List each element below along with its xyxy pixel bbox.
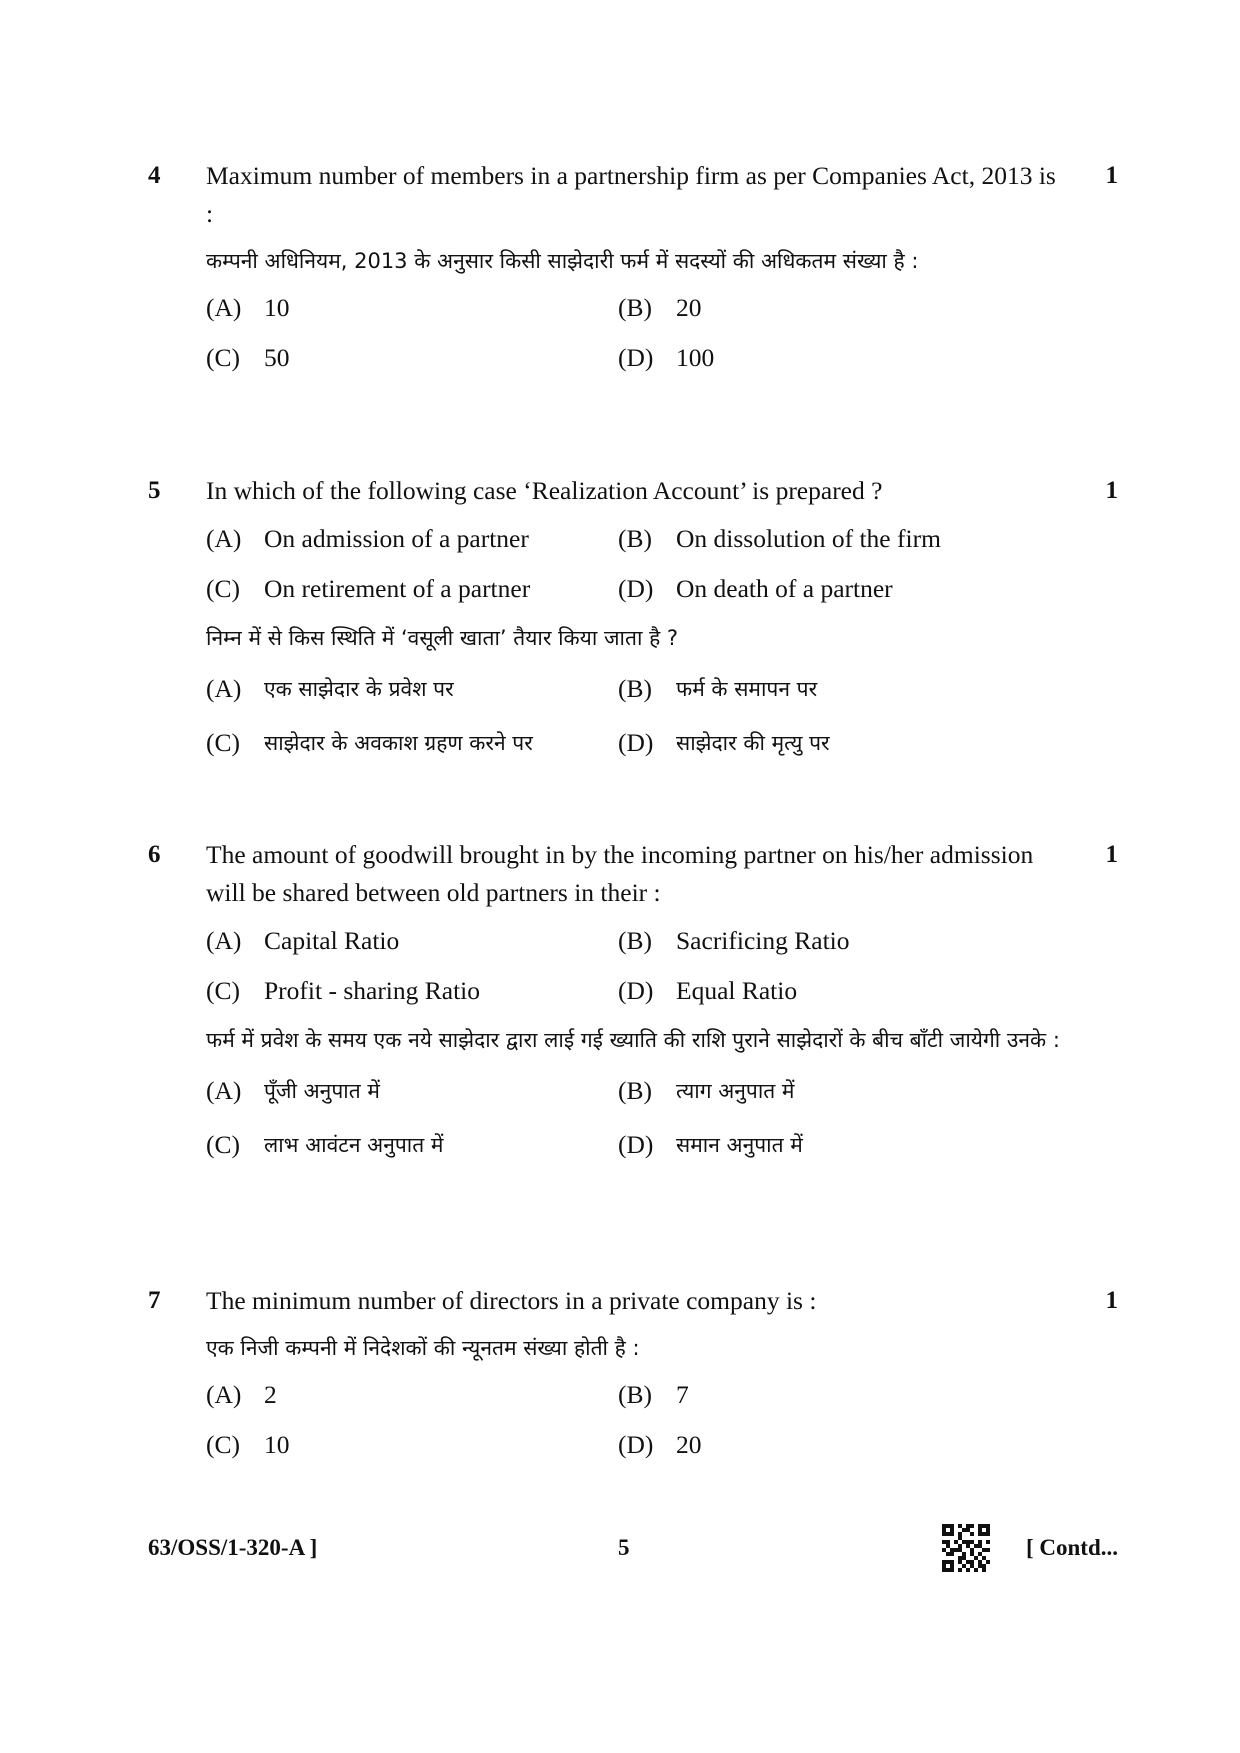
- option-d: (D) On death of a partner: [618, 574, 893, 603]
- option-d: (D) साझेदार की मृत्यु पर: [618, 728, 830, 757]
- question-marks: 1: [1105, 841, 1118, 868]
- page-number: 5: [618, 1535, 630, 1560]
- question-stem-english: Maximum number of members in a partnership firm as per Companies Act, 2013 is :: [206, 161, 1056, 228]
- option-d: (D) 100: [618, 343, 715, 372]
- option-a: (A) पूँजी अनुपात में: [206, 1076, 380, 1105]
- options-grid: [206, 283, 1118, 383]
- question-stem-hindi: एक निजी कम्पनी में निदेशकों की न्यूनतम संख्या होती है :: [206, 1336, 640, 1360]
- option-c: (C) Profit - sharing Ratio: [206, 976, 481, 1005]
- options-grid-hindi: [206, 1064, 1118, 1172]
- option-d: (D) 20: [618, 1430, 702, 1459]
- continued-label: [ Contd...: [1025, 1535, 1118, 1560]
- question-6: [148, 836, 1118, 1172]
- option-a: (A) एक साझेदार के प्रवेश पर: [206, 674, 454, 703]
- paper-code: 63/OSS/1-320-A ]: [148, 1535, 318, 1560]
- option-d: (D) Equal Ratio: [618, 976, 798, 1005]
- option-b: (B) 7: [618, 1380, 689, 1409]
- options-grid: [206, 1370, 1118, 1470]
- option-a: (A) On admission of a partner: [206, 524, 529, 553]
- question-number: 7: [148, 1287, 161, 1314]
- question-marks: 1: [1105, 1287, 1118, 1314]
- option-c: (C) 50: [206, 343, 290, 372]
- options-grid-hindi: [206, 662, 1118, 770]
- option-c: (C) साझेदार के अवकाश ग्रहण करने पर: [206, 728, 533, 757]
- question-4: [148, 157, 1118, 383]
- question-7: [148, 1282, 1118, 1470]
- page-footer: [148, 1528, 1118, 1568]
- qr-code-icon: [942, 1524, 990, 1572]
- question-stem-english: In which of the following case ‘Realization Account’ is prepared ?: [206, 476, 883, 505]
- question-marks: 1: [1105, 162, 1118, 189]
- option-b: (B) 20: [618, 293, 702, 322]
- option-a: (A) 10: [206, 293, 290, 322]
- question-number: 6: [148, 841, 161, 868]
- option-b: (B) Sacrificing Ratio: [618, 926, 850, 955]
- options-grid-english: [206, 916, 1118, 1016]
- question-stem-hindi: कम्पनी अधिनियम, 2013 के अनुसार किसी साझेदारी फर्म में सदस्यों की अधिकतम संख्या है :: [206, 249, 919, 273]
- option-c: (C) On retirement of a partner: [206, 574, 531, 603]
- option-c: (C) 10: [206, 1430, 290, 1459]
- question-marks: 1: [1105, 477, 1118, 504]
- question-stem-hindi: फर्म में प्रवेश के समय एक नये साझेदार द्वारा लाई गई ख्याति की राशि पुराने साझेदारों के बीच बाँटी जायेगी उनके :: [206, 1028, 1060, 1052]
- options-grid-english: [206, 514, 1118, 614]
- question-number: 4: [148, 162, 161, 189]
- option-b: (B) On dissolution of the firm: [618, 524, 941, 553]
- option-a: (A) Capital Ratio: [206, 926, 400, 955]
- option-a: (A) 2: [206, 1380, 277, 1409]
- option-d: (D) समान अनुपात में: [618, 1130, 803, 1159]
- question-stem-english: The minimum number of directors in a private company is :: [206, 1286, 817, 1315]
- question-stem-hindi: निम्न में से किस स्थिति में ‘वसूली खाता’ तैयार किया जाता है ?: [206, 626, 679, 650]
- option-b: (B) फर्म के समापन पर: [618, 674, 818, 703]
- question-5: [148, 472, 1118, 770]
- option-b: (B) त्याग अनुपात में: [618, 1076, 795, 1105]
- option-c: (C) लाभ आवंटन अनुपात में: [206, 1130, 444, 1159]
- question-stem-english: The amount of goodwill brought in by the incoming partner on his/her admission will be shared between old partners in their :: [206, 840, 1034, 907]
- question-number: 5: [148, 477, 161, 504]
